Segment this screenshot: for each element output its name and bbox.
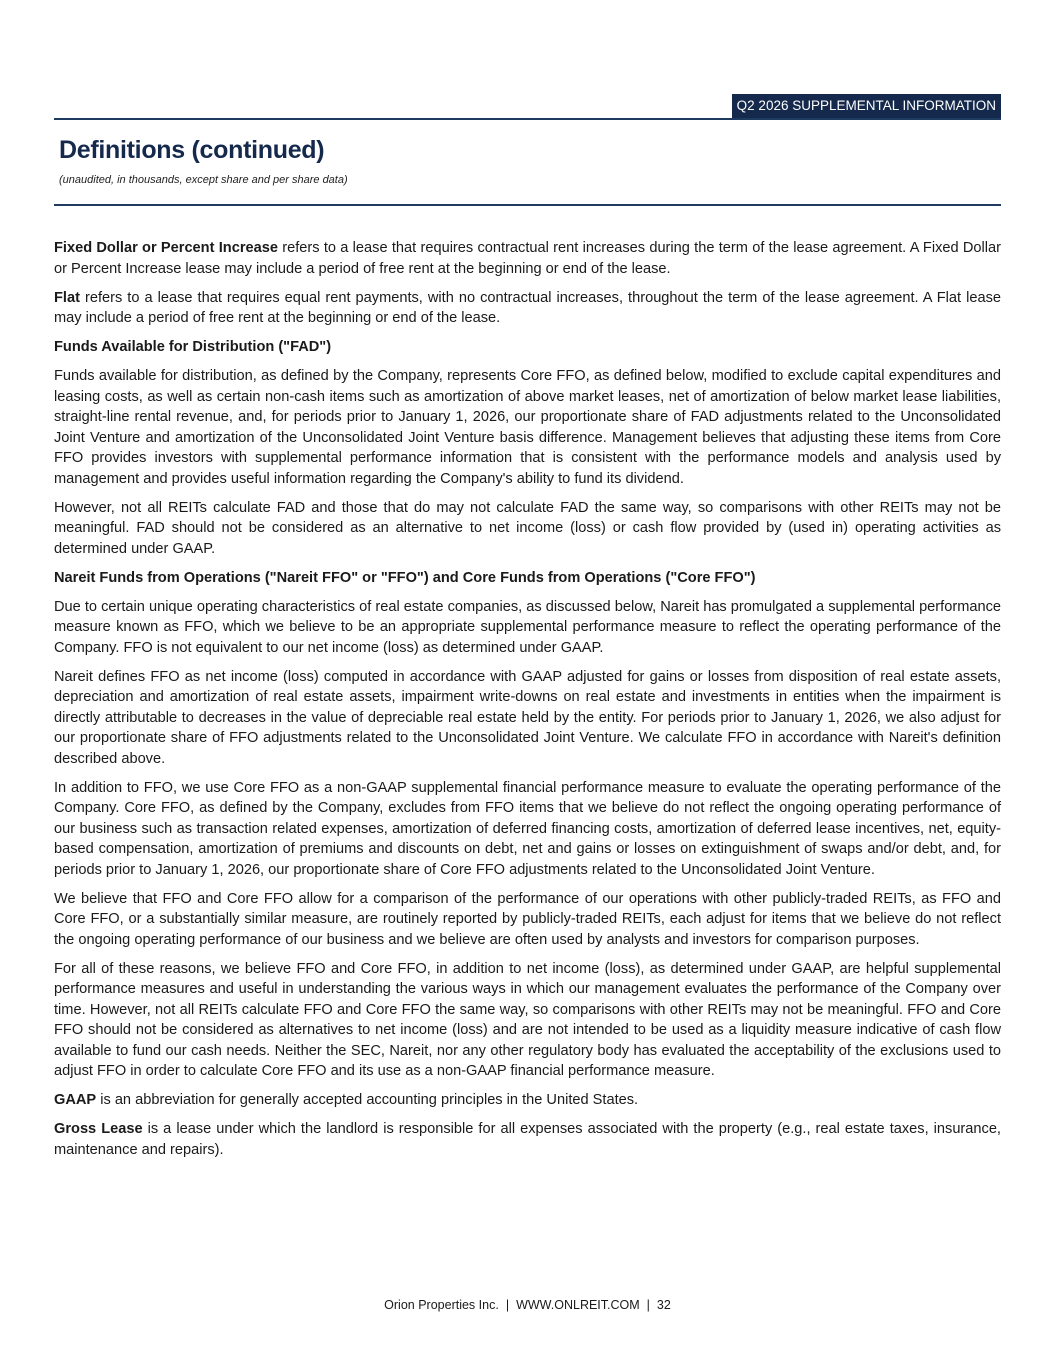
footer-page-number: 32 [656,1298,671,1312]
definition-paragraph [54,889,1001,951]
title-divider [54,204,1001,206]
page-footer [0,1298,1055,1312]
definition-text: is a lease under which the landlord is responsible for all expenses associated with the property (e.g., real estate taxes, insurance, maintenance and repairs). [54,1121,1001,1158]
definition-paragraph [54,1119,1001,1160]
footer-company: Orion Properties Inc. [384,1298,499,1312]
footer-separator: | [646,1298,650,1312]
page-title: Definitions (continued) [59,136,325,164]
definition-paragraph [54,1090,1001,1111]
header-bar [54,94,1001,120]
definition-paragraph [54,959,1001,1082]
definition-text: However, not all REITs calculate FAD and those that do may not calculate FAD the same way, so comparisons with other REITs may not be meaningful. FAD should not be considered as an alternative to net income (loss) or cash flow provided by (used in) operating activities as determined under GAAP. [54,499,1001,557]
definitions-body [54,238,1001,1169]
definition-heading [54,337,1001,358]
page-subtitle: (unaudited, in thousands, except share and per share data) [59,174,348,186]
definition-paragraph [54,597,1001,659]
definition-term: Flat [54,289,80,306]
footer-separator: | [505,1298,510,1312]
definition-heading [54,568,1001,589]
definition-text: In addition to FFO, we use Core FFO as a non-GAAP supplemental financial performance measure to evaluate the operating performance of the Company. Core FFO, as defined by the Company, excludes from FFO items that we believe do not reflect the ongoing operating performance of our business such as transaction related expenses, amortization of deferred financing costs, amortization of deferred lease incentives, net, equity-based compensation, amortization of premiums and discounts on debt, net and gains or losses on extinguishment of swaps and/or debt, and, for periods prior to January 1, 2026, our proportionate share of Core FFO adjustments related to the Unconsolidated Joint Venture. [54,779,1001,878]
definition-text: refers to a lease that requires equal rent payments, with no contractual increases, throughout the term of the lease agreement. A Flat lease may include a period of free rent at the beginning or end of the lease. [54,289,1001,326]
definition-paragraph [54,288,1001,329]
definition-paragraph [54,238,1001,279]
definition-paragraph [54,667,1001,770]
definition-term: GAAP [54,1092,97,1108]
definition-term: Nareit Funds from Operations ("Nareit FFO" or "FFO") and Core Funds from Operations ("Core FFO") [54,569,756,586]
definition-text: refers to a lease that requires contractual rent increases during the term of the lease agreement. A Fixed Dollar or Percent Increase lease may include a period of free rent at the beginning or end of the lease. [54,240,1001,277]
definition-paragraph [54,778,1001,881]
definition-text: We believe that FFO and Core FFO allow for a comparison of the performance of our operations with other publicly-traded REITs, as FFO and Core FFO, or a substantially similar measure, are routinely reported by publicly-traded REITs, each adjust for items that we believe do not reflect the ongoing operating performance of our business and we believe are often used by analysts and investors for comparison purposes. [54,890,1001,948]
supplemental-header-tag: Q2 2026 SUPPLEMENTAL INFORMATION [732,94,1001,118]
definition-text: is an abbreviation for generally accepted accounting principles in the United States. [96,1092,639,1108]
definition-text: For all of these reasons, we believe FFO and Core FFO, in addition to net income (loss), as determined under GAAP, are helpful supplemental performance measures and useful in understanding the various ways in which our management evaluates the performance of the Company over time. However, not all REITs calculate FFO and Core FFO the same way, so comparisons with other REITs may not be meaningful. FFO and Core FFO should not be considered as alternatives to net income (loss) and are not intended to be used as a liquidity measure indicative of cash flow available to fund our cash needs. Neither the SEC, Nareit, nor any other regulatory body has evaluated the acceptability of the exclusions used to adjust FFO in order to calculate Core FFO and its use as a non-GAAP financial performance measure. [54,960,1001,1079]
definition-paragraph [54,366,1001,489]
definition-text: Due to certain unique operating characteristics of real estate companies, as discussed below, Nareit has promulgated a supplemental performance measure known as FFO, which we believe to be an appropriate supplemental performance measure to reflect the operating performance of the Company. FFO is not equivalent to our net income (loss) as determined under GAAP. [54,598,1001,656]
definition-term: Gross Lease [54,1121,143,1137]
definition-text: Nareit defines FFO as net income (loss) computed in accordance with GAAP adjusted for gains or losses from disposition of real estate assets, depreciation and amortization of real estate assets, impairment write-downs on real estate and investments in entities when the impairment is directly attributable to decreases in the value of depreciable real estate held by the entity. For periods prior to January 1, 2026, we also adjust for our proportionate share of FFO adjustments related to the Unconsolidated Joint Venture. We calculate FFO in accordance with Nareit's definition described above. [54,668,1001,767]
definition-paragraph [54,498,1001,560]
definition-term: Fixed Dollar or Percent Increase [54,240,278,256]
definition-term: Funds Available for Distribution ("FAD") [54,339,332,355]
definition-text: Funds available for distribution, as defined by the Company, represents Core FFO, as defined below, modified to exclude capital expenditures and leasing costs, as well as certain non-cash items such as amortization of above market leases, net of amortization of below market lease liabilities, straight-line rental revenue, and, for periods prior to January 1, 2026, our proportionate share of FAD adjustments related to the Unconsolidated Joint Venture and amortization of the Unconsolidated Joint Venture basis difference. Management believes that adjusting these items from Core FFO provides investors with supplemental performance information that is consistent with the performance models and analysis used by management and provides useful information regarding the Company's ability to fund its dividend. [54,368,1001,487]
footer-website-link[interactable]: WWW.ONLREIT.COM [516,1298,640,1312]
